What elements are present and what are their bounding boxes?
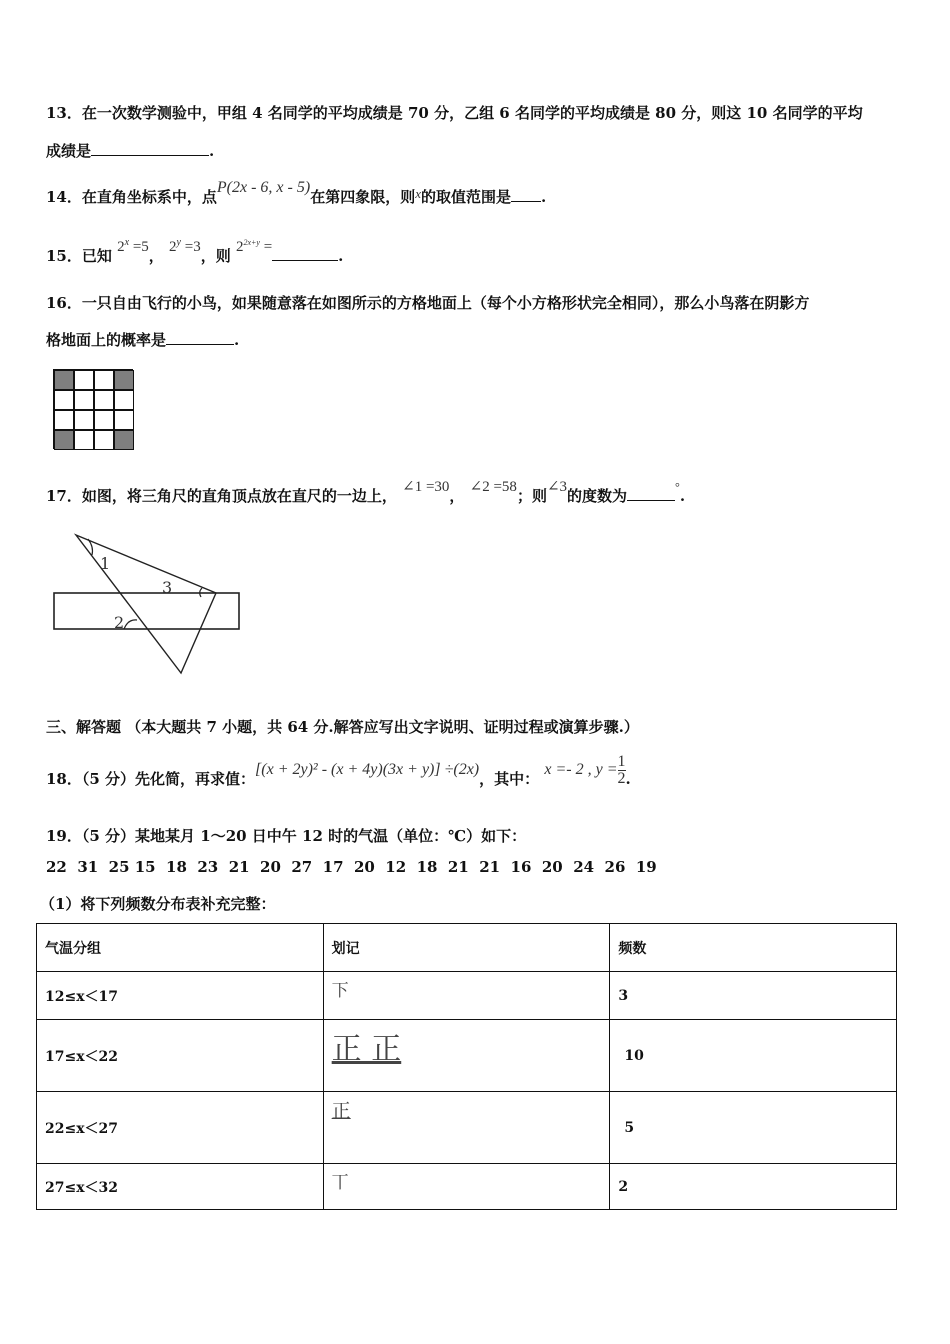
- count-cell: 2: [610, 1164, 897, 1210]
- tally-cell: 丅: [323, 1164, 610, 1210]
- q16-line2: [46, 329, 239, 350]
- triangle-shape: [76, 535, 216, 673]
- grid-cell: [94, 410, 114, 430]
- q14-blank: [511, 201, 541, 202]
- q17-angle2: ∠2 =58: [469, 479, 517, 495]
- q17-blank: [627, 500, 675, 501]
- q19-data-line: 22 31 25 15 18 23 21 20 27 17 20 12 18 21 21 16 20 24 26 19: [46, 858, 657, 876]
- tally-cell: 正 正: [323, 1020, 610, 1092]
- grid-cell: [114, 390, 134, 410]
- q16-blank: [166, 344, 234, 345]
- grid-cell: [94, 390, 114, 410]
- q15-eq3: $2^{2x+y}$ =: [235, 238, 273, 255]
- q17-end: .: [679, 487, 686, 505]
- grid-cell: [54, 390, 74, 410]
- grid-cell: [54, 410, 74, 430]
- grid-cell-shaded: [54, 430, 74, 450]
- q18-end: .: [625, 770, 631, 789]
- angle2-arc: [124, 620, 137, 629]
- tally-cell: 下: [323, 972, 610, 1020]
- grid-cell: [74, 390, 94, 410]
- triangle-ruler-figure: [40, 525, 260, 680]
- q18-condition: x =- 2 , y = $\frac{1}{2}$: [544, 753, 626, 787]
- count-cell: 10: [610, 1020, 897, 1092]
- q15-blank: [272, 260, 338, 261]
- q14-end: .: [541, 188, 547, 206]
- table-row: [37, 1020, 897, 1092]
- q16-text: 格地面上的概率是: [46, 331, 167, 349]
- grid-cell-shaded: [54, 370, 74, 390]
- q15-end: .: [338, 247, 344, 265]
- q14-line: [46, 179, 547, 207]
- q13-line1: 13．在一次数学测验中，甲组 4 名同学的平均成绩是 70 分，乙组 6 名同学的平均成绩是 80 分，则这 10 名同学的平均: [46, 104, 863, 122]
- q14-var: x: [415, 186, 421, 201]
- q17-degree: °: [675, 480, 680, 494]
- q18-expression: [(x + 2y)² - (x + 4y)(3x + y)] ÷(2x): [255, 761, 480, 779]
- q13-end: .: [209, 142, 215, 160]
- grid-cell: [94, 370, 114, 390]
- q13-line2: [46, 140, 214, 161]
- q16-end: .: [234, 331, 240, 349]
- q15-line: [46, 237, 344, 266]
- count-cell: 5: [610, 1092, 897, 1164]
- table-header-cell: 划记: [323, 924, 610, 972]
- q14-middle: 在第四象限，则: [310, 188, 416, 206]
- angle-label-1: 1: [100, 554, 111, 573]
- group-cell: 22≤x＜27: [37, 1092, 324, 1164]
- grid-cell: [74, 410, 94, 430]
- q18-prefix: 18．（5 分）先化简，再求值：: [46, 770, 256, 789]
- q19-line1: 19．（5 分）某地某月 1～20 日中午 12 时的气温（单位：℃）如下：: [46, 827, 527, 845]
- q17-sep2: ；则: [516, 487, 547, 505]
- q17-suffix: 的度数为: [567, 487, 628, 505]
- q15-mid: ，则: [200, 247, 231, 265]
- grid-cell: [94, 430, 114, 450]
- q14-suffix: 的取值范围是: [420, 188, 511, 206]
- table-row: [37, 1164, 897, 1210]
- q15-eq2: 2$^y$ =3: [169, 237, 201, 255]
- count-cell: 3: [610, 972, 897, 1020]
- tally-cell: 正: [323, 1092, 610, 1164]
- angle-label-3: 3: [162, 578, 173, 597]
- table-header-row: [37, 924, 897, 972]
- q16-line1: 16．一只自由飞行的小鸟，如果随意落在如图所示的方格地面上（每个小方格形状完全相同），那么小鸟落在阴影方: [46, 294, 810, 312]
- q13-text: 成绩是: [46, 142, 92, 160]
- group-cell: 12≤x＜17: [37, 972, 324, 1020]
- q17-prefix: 17．如图，将三角尺的直角顶点放在直尺的一边上，: [46, 487, 397, 505]
- grid-cell-shaded: [114, 430, 134, 450]
- q14-prefix: 14．在直角坐标系中，点: [46, 188, 217, 206]
- q19-sub1: （1）将下列频数分布表补充完整：: [40, 895, 276, 913]
- table-header-cell: 气温分组: [37, 924, 324, 972]
- group-cell: 17≤x＜22: [37, 1020, 324, 1092]
- q15-sep: ，: [148, 247, 164, 265]
- grid-cell: [114, 410, 134, 430]
- q18-mid: ，其中：: [479, 770, 540, 789]
- table-row: [37, 1092, 897, 1164]
- q14-point: P(2x - 6, x - 5): [216, 179, 311, 196]
- frequency-table: [36, 923, 897, 1210]
- ruler-shape: [54, 593, 239, 629]
- section3-title: 三、解答题 （本大题共 7 小题，共 64 分.解答应写出文字说明、证明过程或演算步骤.）: [46, 718, 639, 736]
- q15-eq1: 2$^x$ =5: [117, 237, 149, 255]
- q13-blank: [91, 155, 209, 156]
- grid-cell-shaded: [114, 370, 134, 390]
- table-header-cell: 频数: [610, 924, 897, 972]
- q15-prefix: 15．已知: [46, 247, 112, 265]
- shaded-grid-figure: [53, 369, 133, 449]
- q17-line: [46, 479, 686, 506]
- q18-line: [46, 753, 631, 797]
- angle-label-2: 2: [114, 613, 125, 632]
- q17-sep1: ，: [449, 487, 465, 505]
- group-cell: 27≤x＜32: [37, 1164, 324, 1210]
- q17-angle1: ∠1 =30: [402, 479, 450, 495]
- grid-cell: [74, 430, 94, 450]
- grid-cell: [74, 370, 94, 390]
- q17-angle3: ∠3: [546, 479, 568, 495]
- table-row: [37, 972, 897, 1020]
